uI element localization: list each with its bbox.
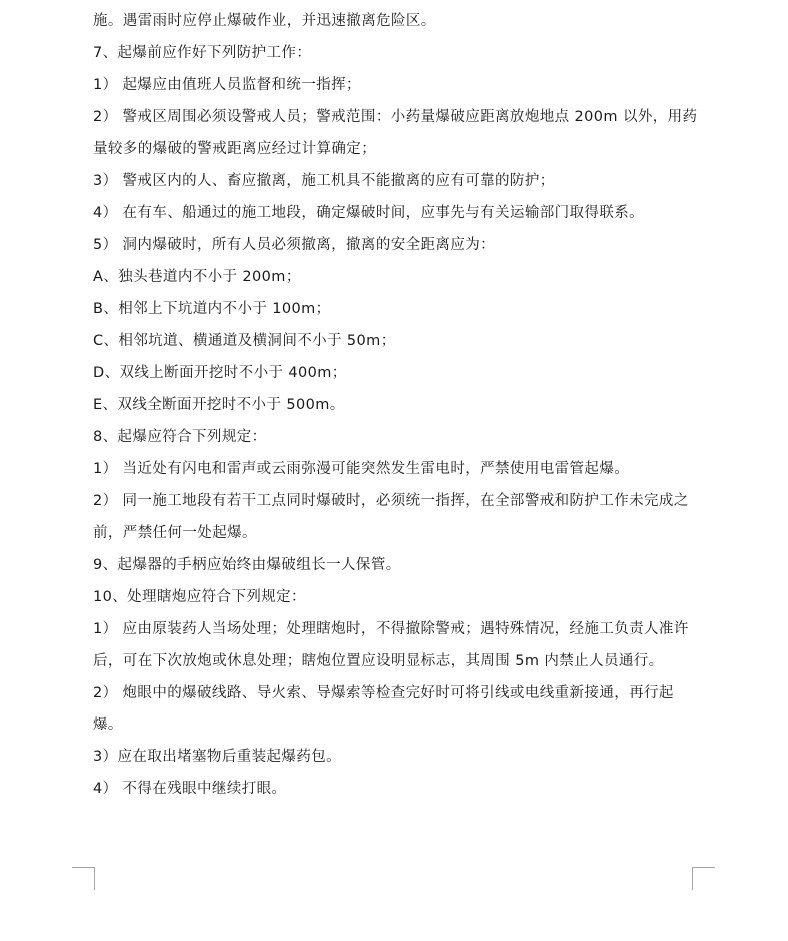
paragraph: 4） 不得在残眼中继续打眼。 bbox=[93, 781, 287, 797]
paragraph: E、双线全断面开挖时不小于 500m。 bbox=[93, 397, 345, 413]
paragraph: B、相邻上下坑道内不小于 100m； bbox=[93, 301, 331, 317]
paragraph: 2） 同一施工地段有若干工点同时爆破时，必须统一指挥，在全部警戒和防护工作未完成之前，严禁任何一处起爆。 bbox=[93, 493, 689, 541]
paragraph: 7、起爆前应作好下列防护工作： bbox=[93, 45, 312, 61]
paragraph: 3） 警戒区内的人、畜应撤离，施工机具不能撤离的应有可靠的防护； bbox=[93, 173, 555, 189]
page-corner-mark-right bbox=[692, 867, 715, 890]
paragraph: 9、起爆器的手柄应始终由爆破组长一人保管。 bbox=[93, 557, 401, 573]
paragraph: A、独头巷道内不小于 200m； bbox=[93, 269, 301, 285]
paragraph: 1） 起爆应由值班人员监督和统一指挥； bbox=[93, 77, 361, 93]
paragraph: 2） 炮眼中的爆破线路、导火索、导爆索等检查完好时可将引线或电线重新接通，再行起爆。 bbox=[93, 685, 674, 733]
paragraph: 施。遇雷雨时应停止爆破作业，并迅速撤离危险区。 bbox=[93, 13, 436, 29]
paragraph: 3）应在取出堵塞物后重装起爆药包。 bbox=[93, 749, 342, 765]
paragraph: 2） 警戒区周围必须设警戒人员；警戒范围：小药量爆破应距离放炮地点 200m 以外，用药量较多的爆破的警戒距离应经过计算确定； bbox=[93, 109, 698, 157]
document-body bbox=[93, 5, 699, 805]
paragraph: 10、处理瞎炮应符合下列规定： bbox=[93, 589, 306, 605]
paragraph: 1） 当近处有闪电和雷声或云雨弥漫可能突然发生雷电时，严禁使用电雷管起爆。 bbox=[93, 461, 630, 477]
paragraph: 4） 在有车、船通过的施工地段，确定爆破时间，应事先与有关运输部门取得联系。 bbox=[93, 205, 645, 221]
paragraph: C、相邻坑道、横通道及横洞间不小于 50m； bbox=[93, 333, 396, 349]
page-corner-mark-left bbox=[72, 867, 95, 890]
paragraph: 8、起爆应符合下列规定： bbox=[93, 429, 267, 445]
paragraph: 1） 应由原装药人当场处理；处理瞎炮时，不得撤除警戒；遇特殊情况，经施工负责人准许后，可在下次放炮或休息处理；瞎炮位置应设明显标志，其周围 5m 内禁止人员通行。 bbox=[93, 621, 689, 669]
paragraph: D、双线上断面开挖时不小于 400m； bbox=[93, 365, 347, 381]
paragraph: 5） 洞内爆破时，所有人员必须撤离，撤离的安全距离应为： bbox=[93, 237, 496, 253]
